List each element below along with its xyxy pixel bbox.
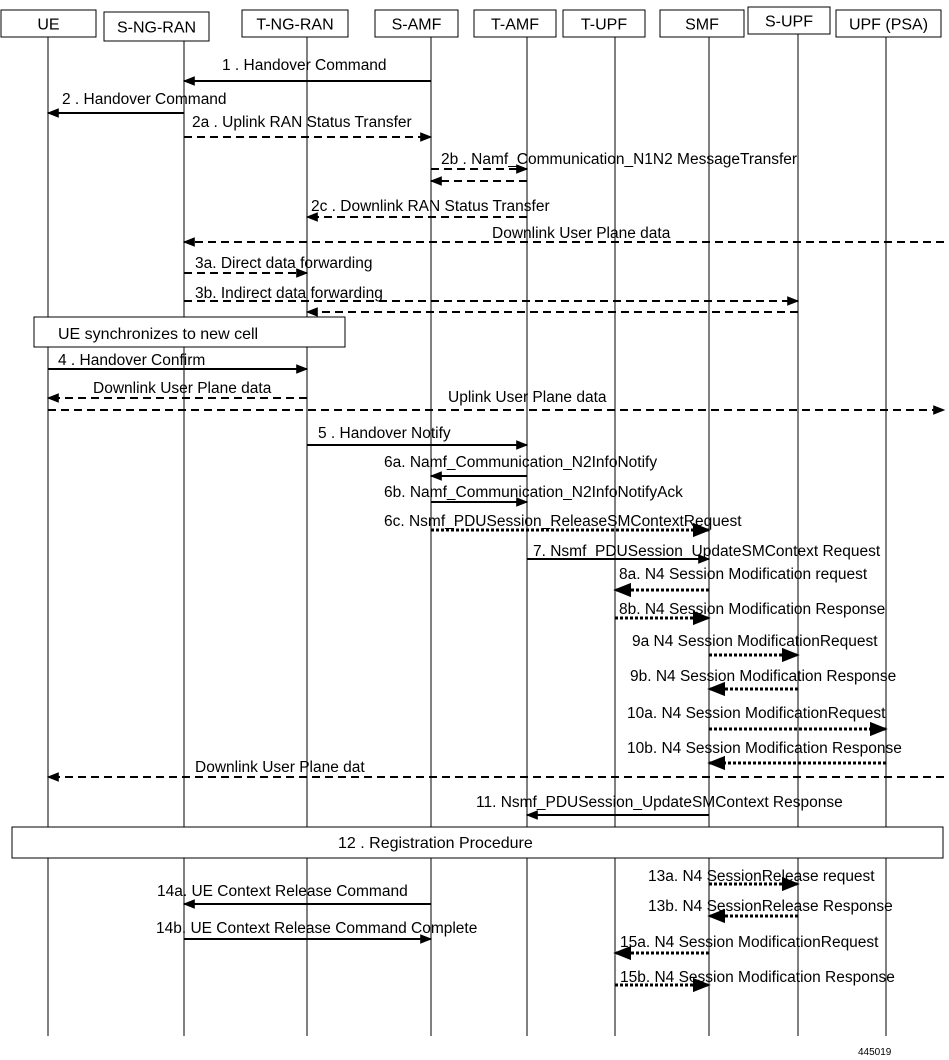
note-label: UE synchronizes to new cell <box>58 326 259 343</box>
message-13 <box>307 425 527 445</box>
message-label: 15a. N4 Session ModificationRequest <box>620 934 879 951</box>
message-15 <box>384 484 683 502</box>
message-label: 10b. N4 Session Modification Response <box>627 740 902 757</box>
entity-samf <box>375 10 458 37</box>
entity-label: SMF <box>685 16 719 34</box>
message-label: 6c. Nsmf_PDUSession_ReleaseSMContextRequest <box>384 513 742 530</box>
message-17 <box>527 543 881 560</box>
message-label: 2b . Namf_Communication_N1N2 MessageTransfer <box>441 151 798 168</box>
entity-tamf <box>474 10 556 37</box>
entity-label: T-UPF <box>580 16 628 34</box>
message-1 <box>48 91 227 113</box>
message-label: 8a. N4 Session Modification request <box>619 566 868 583</box>
message-22 <box>627 705 886 729</box>
message-31 <box>615 969 895 986</box>
entity-label: T-AMF <box>491 16 539 34</box>
entity-label: S-NG-RAN <box>116 19 197 37</box>
message-27 <box>648 898 893 916</box>
message-label: 6a. Namf_Communication_N2InfoNotify <box>384 454 658 471</box>
entity-sngran <box>104 12 209 41</box>
message-29 <box>156 920 477 939</box>
message-8 <box>184 285 798 302</box>
message-label: 1 . Handover Command <box>222 57 387 74</box>
message-25 <box>476 794 843 815</box>
message-label: 2 . Handover Command <box>62 91 227 108</box>
message-label: 9a N4 Session ModificationRequest <box>632 633 878 650</box>
message-label: 15b. N4 Session Modification Response <box>620 969 895 986</box>
message-label: 14b. UE Context Release Command Complete <box>156 920 478 937</box>
message-label: 10a. N4 Session ModificationRequest <box>627 705 886 722</box>
message-7 <box>184 255 372 273</box>
message-label: 3a. Direct data forwarding <box>195 255 373 272</box>
message-label: 4 . Handover Confirm <box>58 352 206 369</box>
entity-ue <box>1 10 96 37</box>
message-3 <box>431 151 797 169</box>
message-label: 8b. N4 Session Modification Response <box>619 601 886 618</box>
message-label: Downlink User Plane data <box>492 225 671 242</box>
entity-label: T-NG-RAN <box>256 16 334 34</box>
entity-tngran <box>242 10 348 37</box>
entity-supf <box>748 7 830 34</box>
message-5 <box>307 198 550 217</box>
note-label: 12 . Registration Procedure <box>338 835 533 852</box>
entity-tupf <box>563 10 645 37</box>
message-14 <box>384 454 657 476</box>
message-26 <box>648 868 875 885</box>
message-21 <box>630 668 896 689</box>
entity-label: UE <box>37 16 60 34</box>
message-label: 14a. UE Context Release Command <box>157 883 408 900</box>
message-19 <box>615 601 885 618</box>
message-label: 9b. N4 Session Modification Response <box>630 668 897 685</box>
message-label: 13b. N4 SessionRelease Response <box>648 898 893 915</box>
message-label: 5 . Handover Notify <box>318 425 451 442</box>
entity-label: S-UPF <box>765 13 813 31</box>
message-30 <box>615 934 879 953</box>
entity-label: S-AMF <box>391 16 442 34</box>
message-18 <box>615 566 868 590</box>
message-20 <box>632 633 878 655</box>
figure-id: 445019 <box>858 1047 892 1058</box>
message-label: Downlink User Plane dat <box>195 759 365 776</box>
message-label: 2c . Downlink RAN Status Transfer <box>311 198 550 215</box>
message-28 <box>157 883 431 904</box>
message-23 <box>627 740 902 763</box>
message-label: Uplink User Plane data <box>448 389 607 406</box>
message-label: Downlink User Plane data <box>93 380 272 397</box>
message-11 <box>48 380 307 398</box>
message-label: 3b. Indirect data forwarding <box>195 285 383 302</box>
message-6 <box>184 225 944 242</box>
message-label: 7. Nsmf_PDUSession_UpdateSMContext Request <box>533 543 881 560</box>
message-label: 2a . Uplink RAN Status Transfer <box>192 114 412 131</box>
note-1 <box>12 827 943 858</box>
message-label: 13a. N4 SessionRelease request <box>648 868 875 885</box>
entity-smf <box>660 10 744 37</box>
message-10 <box>48 352 307 369</box>
message-label: 6b. Namf_Communication_N2InfoNotifyAck <box>384 484 683 501</box>
message-16 <box>384 513 742 530</box>
entity-upfpsa <box>836 10 941 37</box>
message-label: 11. Nsmf_PDUSession_UpdateSMContext Response <box>476 794 843 811</box>
entity-label: UPF (PSA) <box>848 16 929 34</box>
note-0 <box>34 317 345 347</box>
